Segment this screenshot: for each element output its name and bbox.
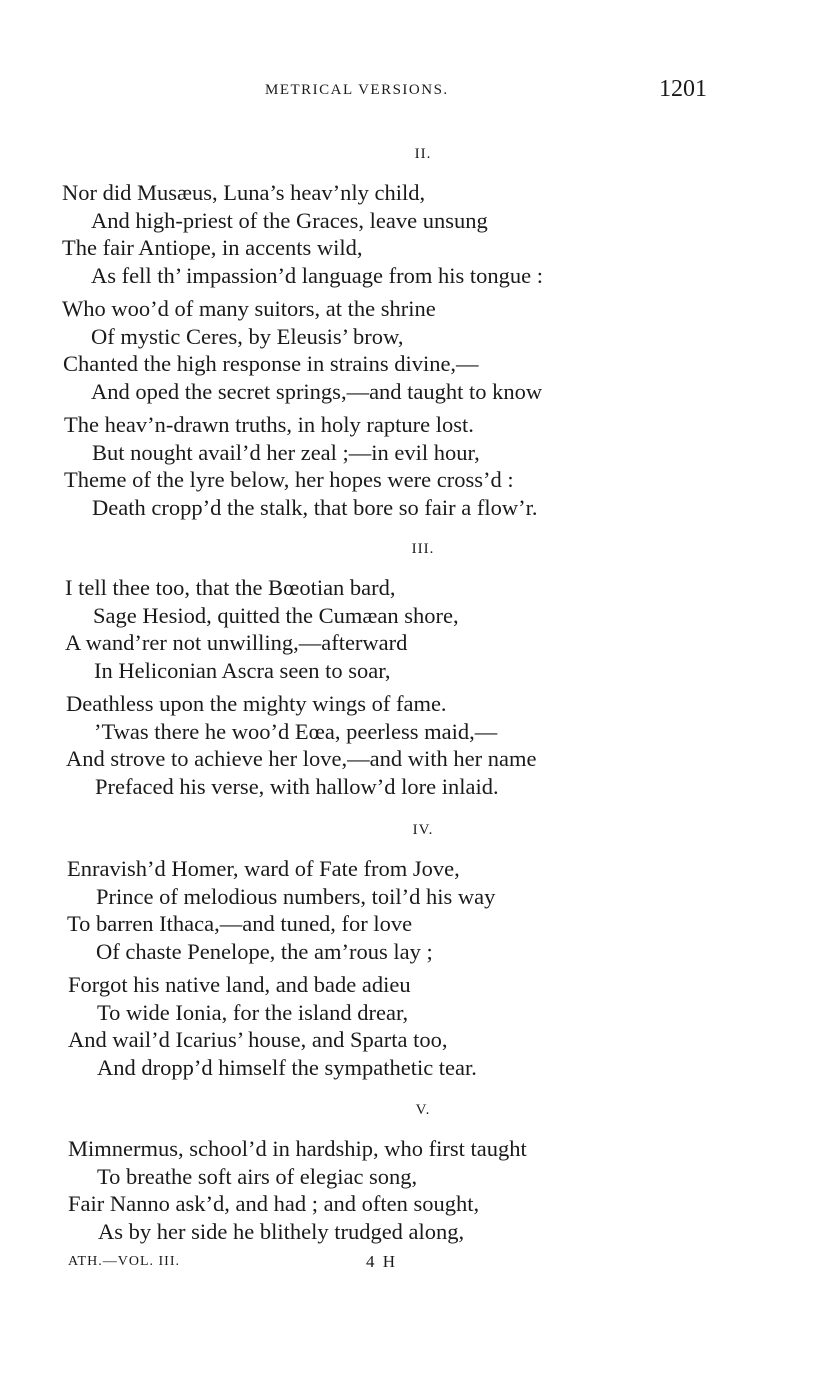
verse-line: Of chaste Penelope, the am’rous lay ; bbox=[96, 938, 433, 964]
stanza bbox=[0, 179, 826, 289]
section-numeral: IV. bbox=[412, 822, 434, 838]
verse-line: And high-priest of the Graces, leave unsung bbox=[91, 207, 488, 233]
section-numeral: II. bbox=[414, 146, 432, 162]
verse-line: Of mystic Ceres, by Eleusis’ brow, bbox=[91, 323, 404, 349]
verse-line: Prefaced his verse, with hallow’d lore inlaid. bbox=[95, 773, 499, 799]
verse-line: And wail’d Icarius’ house, and Sparta too, bbox=[68, 1027, 448, 1052]
stanza bbox=[0, 690, 826, 800]
section-ii bbox=[0, 146, 826, 523]
page-footer bbox=[0, 1252, 826, 1276]
verse-line: Chanted the high response in strains divine,— bbox=[63, 351, 479, 376]
verse-line: But nought avail’d her zeal ;—in evil hour, bbox=[92, 439, 480, 465]
page-number: 1201 bbox=[659, 76, 707, 102]
verse-line: The fair Antiope, in accents wild, bbox=[62, 235, 363, 260]
section-numeral: III. bbox=[411, 541, 435, 557]
stanza bbox=[0, 574, 826, 684]
section-v bbox=[0, 1102, 826, 1247]
verse-line: And dropp’d himself the sympathetic tear. bbox=[97, 1054, 477, 1080]
section-iii bbox=[0, 541, 826, 802]
verse-line: And strove to achieve her love,—and with her name bbox=[66, 746, 537, 771]
verse-line: ’Twas there he woo’d Eœa, peerless maid,— bbox=[94, 718, 498, 744]
verse-line: Theme of the lyre below, her hopes were cross’d : bbox=[64, 467, 514, 492]
running-title: METRICAL VERSIONS. bbox=[265, 82, 449, 98]
verse-line: A wand’rer not unwilling,—afterward bbox=[65, 630, 408, 655]
verse-line: The heav’n-drawn truths, in holy rapture lost. bbox=[64, 412, 474, 437]
verse-line: Fair Nanno ask’d, and had ; and often sought, bbox=[68, 1191, 480, 1216]
verse-line: Mimnermus, school’d in hardship, who first taught bbox=[68, 1136, 527, 1161]
section-numeral: V. bbox=[415, 1102, 431, 1118]
section-iv bbox=[0, 822, 826, 1083]
stanza bbox=[0, 971, 826, 1081]
running-head bbox=[0, 76, 826, 106]
stanza bbox=[0, 411, 826, 521]
verse-line: As fell th’ impassion’d language from his tongue : bbox=[91, 262, 543, 288]
verse-line: Enravish’d Homer, ward of Fate from Jove, bbox=[67, 856, 460, 881]
verse-line: As by her side he blithely trudged along, bbox=[98, 1218, 465, 1244]
verse-line: Sage Hesiod, quitted the Cumæan shore, bbox=[93, 602, 459, 628]
verse-line: To barren Ithaca,—and tuned, for love bbox=[67, 911, 413, 936]
verse-line: To breathe soft airs of elegiac song, bbox=[97, 1163, 418, 1189]
verse-line: Deathless upon the mighty wings of fame. bbox=[66, 691, 447, 716]
verse-line: And oped the secret springs,—and taught to know bbox=[91, 378, 543, 404]
verse-line: Death cropp’d the stalk, that bore so fair a flow’r. bbox=[92, 494, 538, 520]
volume-signature: ATH.—VOL. III. bbox=[68, 1254, 180, 1269]
stanza bbox=[0, 295, 826, 405]
verse-line: Who woo’d of many suitors, at the shrine bbox=[62, 296, 436, 321]
verse-line: In Heliconian Ascra seen to soar, bbox=[94, 657, 391, 683]
verse-line: Forgot his native land, and bade adieu bbox=[68, 972, 411, 997]
verse-line: Nor did Musæus, Luna’s heav’nly child, bbox=[62, 180, 426, 205]
verse-line: To wide Ionia, for the island drear, bbox=[97, 999, 409, 1025]
stanza bbox=[0, 1135, 826, 1245]
sheet-mark: 4 H bbox=[366, 1252, 398, 1271]
stanza bbox=[0, 855, 826, 965]
verse-line: Prince of melodious numbers, toil’d his way bbox=[96, 883, 496, 909]
verse-line: I tell thee too, that the Bœotian bard, bbox=[65, 575, 396, 600]
